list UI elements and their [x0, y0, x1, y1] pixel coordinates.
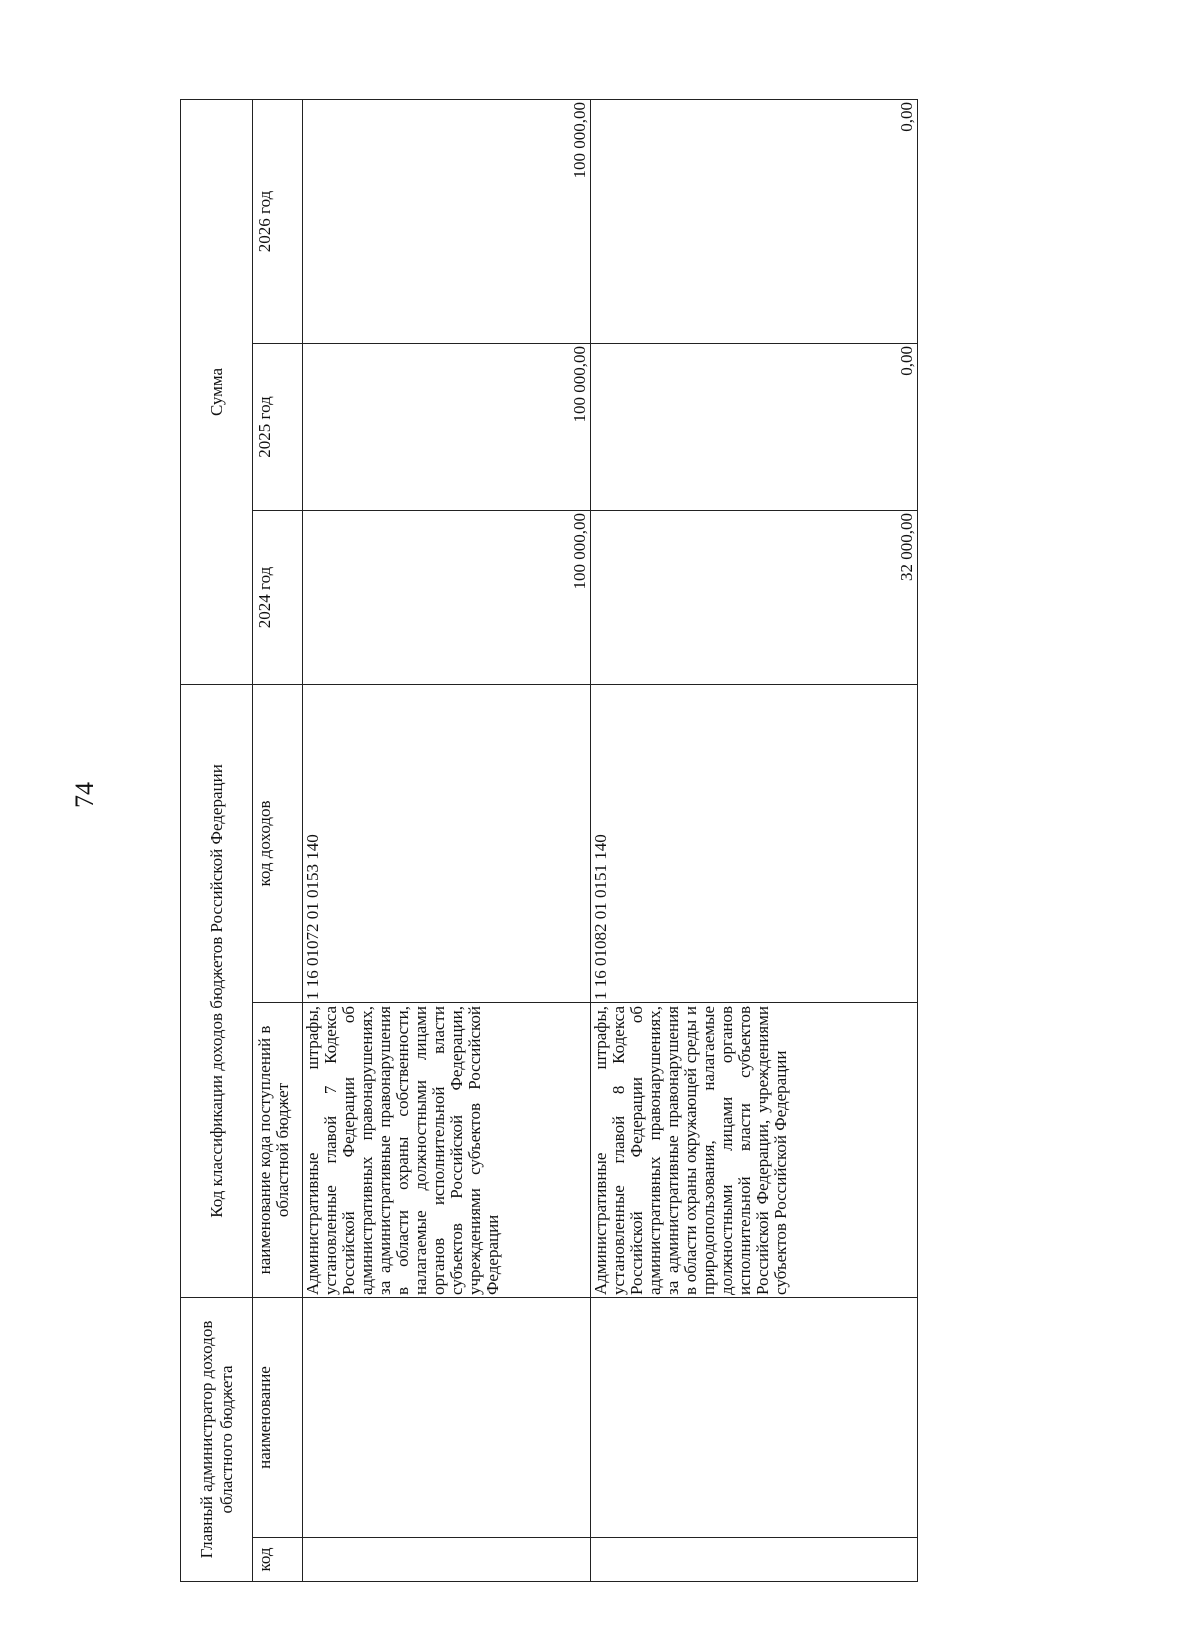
income-description-cell: Административные штрафы, установленные главой 8 Кодекса Российской Федерации об административных правонарушениях, за административные правонарушения в области охраны окружающей среды и природопользования, налагаемые должностными лицами органов исполнительной власти субъектов Российской Федерации, учреждениями субъектов Российской Федерации [591, 1003, 918, 1298]
admin-code-header: код [253, 1538, 303, 1582]
admin-code-cell [591, 1538, 918, 1582]
year-2026-header: 2026 год [253, 99, 303, 343]
sum-2025-cell: 0,00 [591, 343, 918, 510]
income-code-cell: 1 16 01082 01 0151 140 [591, 684, 918, 1002]
admin-header: Главный администратор доходов областного бюджета [181, 1298, 253, 1582]
sum-2026-cell: 100 000,00 [303, 99, 591, 343]
sum-2025-cell: 100 000,00 [303, 343, 591, 510]
sum-2026-cell: 0,00 [591, 99, 918, 343]
sum-header: Сумма [181, 99, 253, 684]
year-2024-header: 2024 год [253, 510, 303, 684]
sum-2024-cell: 100 000,00 [303, 510, 591, 684]
page-number: 74 [70, 782, 99, 808]
year-2025-header: 2025 год [253, 343, 303, 510]
sum-2024-cell: 32 000,00 [591, 510, 918, 684]
revenue-table-container [180, 100, 917, 1582]
income-name-header: наименование кода поступлений в областной бюджет [253, 1003, 303, 1298]
income-description-cell: Административные штрафы, установленные главой 7 Кодекса Российской Федерации об административных правонарушениях, за административные правонарушения в области охраны собственности, налагаемые должностными лицами органов исполнительной власти субъектов Российской Федерации, учреждениями субъектов Российской Федерации [303, 1003, 591, 1298]
revenue-table [180, 99, 918, 1582]
classification-header: Код классификации доходов бюджетов Российской Федерации [181, 684, 253, 1297]
income-code-header: код доходов [253, 684, 303, 1002]
admin-name-cell [591, 1298, 918, 1538]
table-row [303, 99, 591, 1581]
admin-name-header: наименование [253, 1298, 303, 1538]
admin-name-cell [303, 1298, 591, 1538]
admin-code-cell [303, 1538, 591, 1582]
income-code-cell: 1 16 01072 01 0153 140 [303, 684, 591, 1002]
table-row [591, 99, 918, 1581]
